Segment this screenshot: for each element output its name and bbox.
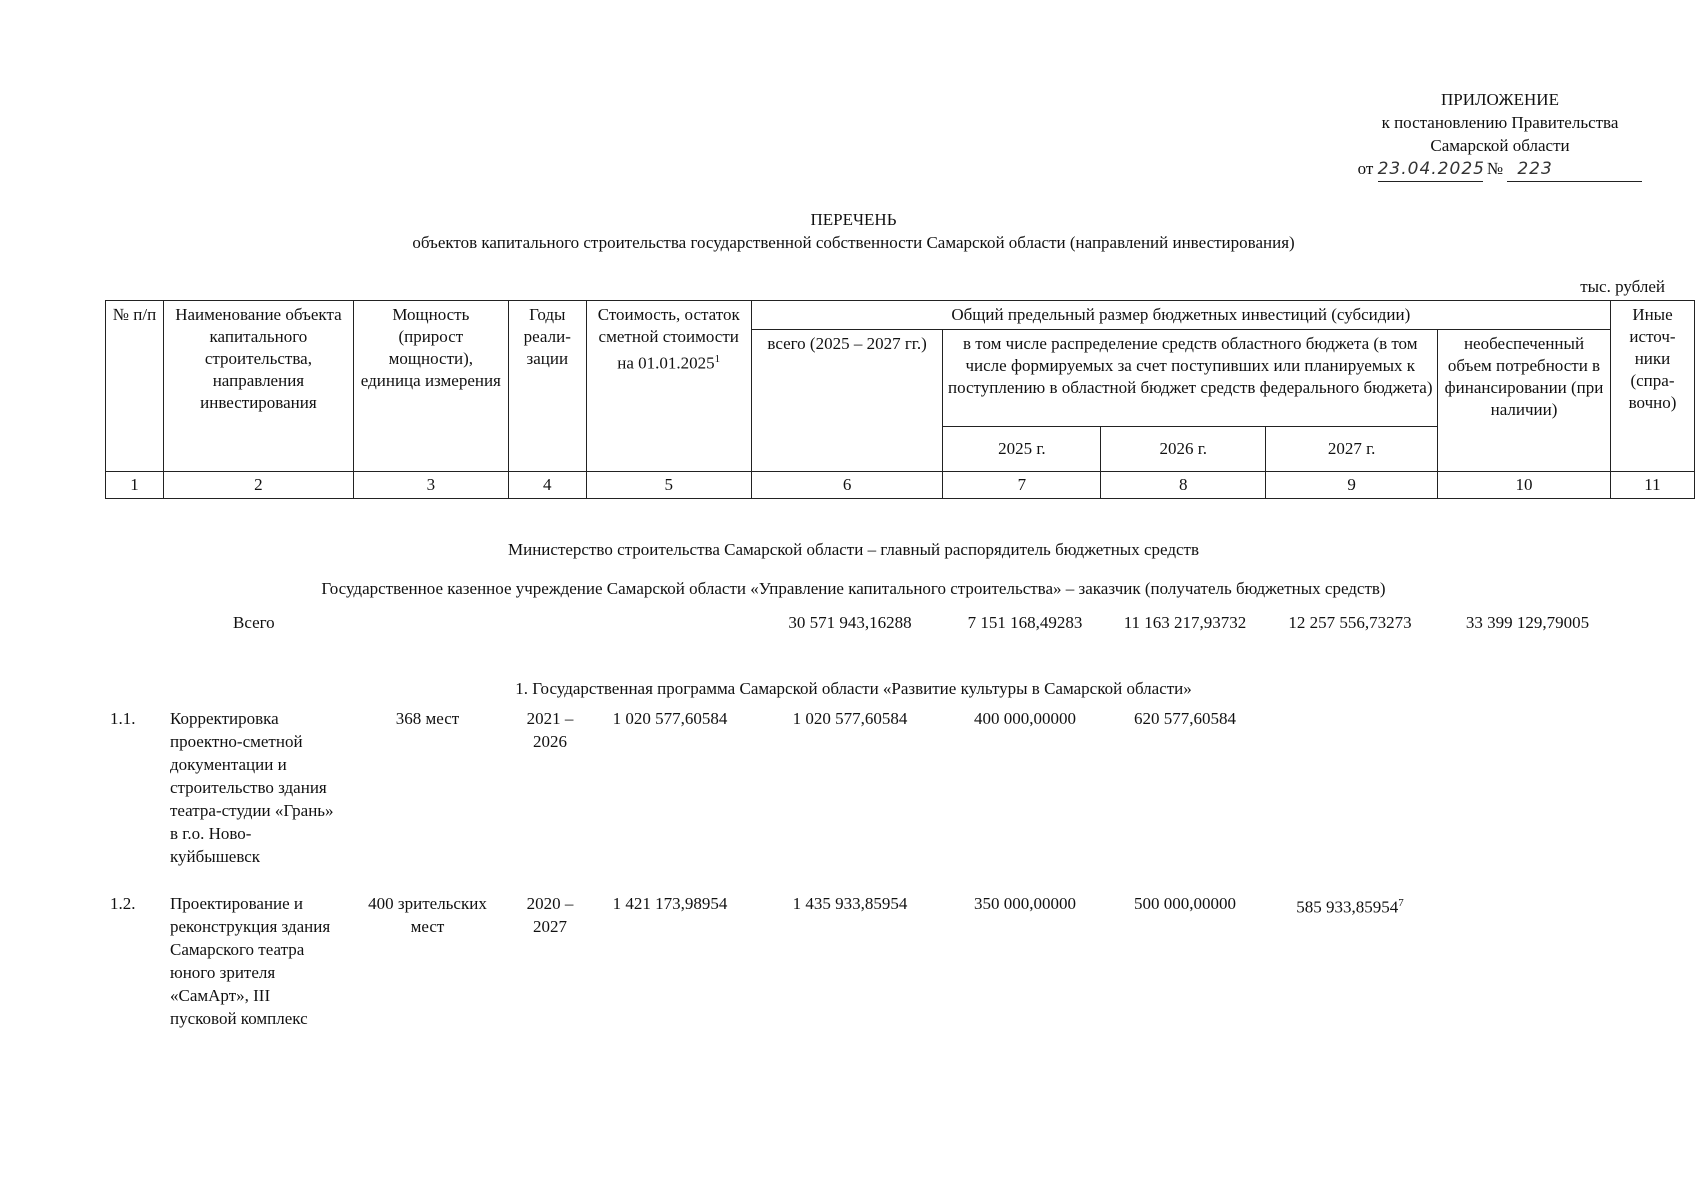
header-num: № п/п: [106, 301, 164, 472]
total-2025: 7 151 168,49283: [967, 613, 1083, 632]
row-years: 2020 – 2027: [526, 894, 574, 936]
appendix-title: ПРИЛОЖЕНИЕ: [1441, 90, 1559, 109]
col-number: 5: [586, 472, 751, 499]
row-2025: 350 000,00000: [974, 894, 1076, 913]
col-number: 3: [353, 472, 508, 499]
row-cost: 1 020 577,60584: [612, 709, 728, 728]
program-heading: 1. Государственная программа Самарской области «Развитие культуры в Самарской области»: [515, 679, 1192, 698]
header-total: всего (2025 – 2027 гг.): [751, 330, 943, 472]
col-number: 10: [1438, 472, 1611, 499]
appendix-date-line: [1330, 157, 1670, 182]
row-name: Проектирование и реконструкция здания Самарского театра юного зрителя «СамАрт», III пусковой комплекс: [170, 894, 331, 1028]
row-number: 1.1.: [110, 709, 136, 728]
row-2025: 400 000,00000: [974, 709, 1076, 728]
total-unsecured: 33 399 129,79005: [1465, 613, 1590, 632]
row-2027-value: 585 933,85954: [1296, 897, 1399, 917]
header-general: Общий предельный размер бюджетных инвестиций (субсидии): [751, 301, 1610, 330]
row-name: Корректировка проектно-сметной документации и строительство здания театра-студии «Грань» в г.о. Ново-куйбышевск: [170, 709, 334, 866]
header-cost-text: Стоимость, остаток сметной стоимости на 01.01.2025: [597, 305, 740, 373]
number-label: №: [1486, 159, 1504, 178]
col-number: 11: [1610, 472, 1694, 499]
header-year-2026: 2026 г.: [1101, 427, 1266, 472]
row-number: 1.2.: [110, 894, 136, 913]
col-number: 2: [163, 472, 353, 499]
row-2026: 620 577,60584: [1134, 709, 1236, 728]
row-2027: [1265, 892, 1435, 919]
header-unsecured: необеспеченный объем потребности в финансировании (при наличии): [1438, 330, 1611, 472]
column-numbers-row: [106, 472, 1695, 499]
row-total: 1 020 577,60584: [792, 709, 908, 728]
col-number: 7: [943, 472, 1101, 499]
col-number: 6: [751, 472, 943, 499]
col-number: 1: [106, 472, 164, 499]
header-cost: [586, 301, 751, 472]
row-2026: 500 000,00000: [1134, 894, 1236, 913]
row-years: 2021 – 2026: [526, 709, 574, 751]
appendix-line2: Самарской области: [1430, 136, 1570, 155]
col-number: 9: [1266, 472, 1438, 499]
header-cost-sup: 1: [714, 353, 721, 365]
header-distribution: в том числе распределение средств областного бюджета (в том числе формируемых за счет поступивших или планируемых к поступлению в областной бюджет средств федерального бюджета): [943, 330, 1438, 427]
total-2027: 12 257 556,73273: [1288, 613, 1412, 632]
handwritten-number: 223: [1507, 158, 1642, 182]
ministry-line: Министерство строительства Самарской области – главный распорядитель бюджетных средств: [508, 540, 1199, 559]
handwritten-date: 23.04.2025: [1378, 158, 1483, 182]
total-2026: 11 163 217,93732: [1123, 613, 1247, 632]
header-name: Наименование объекта капитального строительства, направления инвестирования: [163, 301, 353, 472]
total-all: 30 571 943,16288: [788, 613, 912, 632]
units-label: тыс. рублей: [1580, 277, 1665, 296]
document-title: ПЕРЕЧЕНЬ: [810, 210, 897, 229]
customer-line: Государственное казенное учреждение Самарской области «Управление капитального строительства» – заказчик (получатель бюджетных средств): [321, 579, 1386, 598]
row-capacity: 400 зрительских мест: [368, 894, 487, 936]
header-other: Иные источ-ники (спра-вочно): [1610, 301, 1694, 472]
appendix-line1: к постановлению Правительства: [1381, 113, 1619, 132]
header-year-2025: 2025 г.: [943, 427, 1101, 472]
col-number: 8: [1101, 472, 1266, 499]
total-label: Всего: [233, 613, 275, 632]
appendix-block: [1330, 88, 1670, 182]
from-label: от: [1357, 159, 1374, 178]
header-years: Годы реали-зации: [508, 301, 586, 472]
row-capacity: 368 мест: [395, 709, 460, 728]
header-year-2027: 2027 г.: [1266, 427, 1438, 472]
col-number: 4: [508, 472, 586, 499]
row-cost: 1 421 173,98954: [612, 894, 728, 913]
row-total: 1 435 933,85954: [792, 894, 908, 913]
header-capacity: Мощность (прирост мощности), единица измерения: [353, 301, 508, 472]
row-2027-footnote: 7: [1398, 897, 1404, 909]
header-table: [105, 300, 1695, 499]
document-subtitle: объектов капитального строительства государственной собственности Самарской области (направлений инвестирования): [412, 233, 1295, 252]
